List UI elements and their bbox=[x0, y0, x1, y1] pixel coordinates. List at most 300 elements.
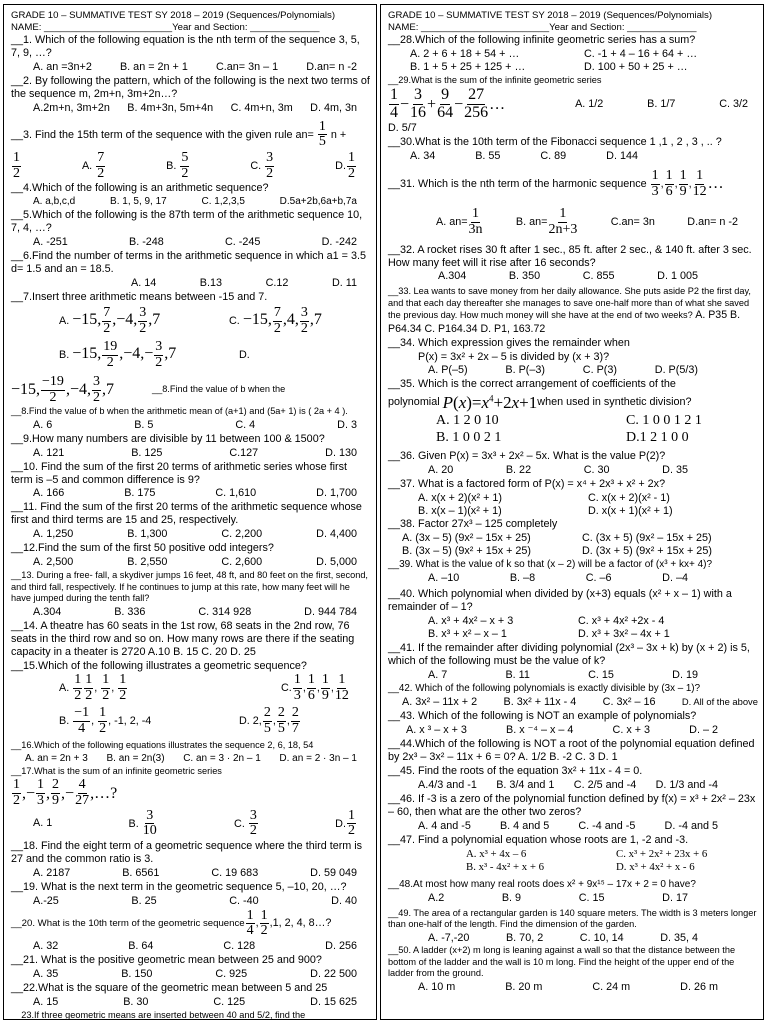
question-14-options: A.10 B. 15 C. 20 D. 25 bbox=[147, 645, 256, 658]
question-47: __47. Find a polynomial equation whose roots are 1, -2 and -3. bbox=[388, 833, 689, 846]
question-43: __43. Which of the following is NOT an example of polynomials? bbox=[388, 710, 697, 723]
option-b: B. 1 0 0 2 1 bbox=[436, 429, 502, 445]
option-b: B. 4 and 5 bbox=[499, 819, 550, 832]
option-d: D.an= n -2 bbox=[306, 60, 357, 73]
option-a: A.304 bbox=[438, 270, 467, 283]
question-39: __39. What is the value of k so that (x – 2) will be a factor of (x³ + kx+ 4)? bbox=[388, 559, 713, 571]
question-16-options bbox=[11, 753, 371, 765]
option-c: C. $\frac{1}{3}$ , $\frac{1}{6}$ , $\frac{1}{9}$ , $\frac{1}{12}$ bbox=[281, 672, 349, 704]
question-29: __29.What is the sum of the infinite geometric series bbox=[388, 74, 602, 85]
option-c: C. x + 3 bbox=[612, 724, 651, 737]
question-34-expr: P(x) = 3x² + 2x – 5 is divided by (x + 3)? bbox=[418, 350, 610, 363]
option-a: A. 166 bbox=[33, 487, 65, 500]
option-d: D. 256 bbox=[325, 940, 357, 953]
option-a: A.2 bbox=[428, 891, 445, 904]
question-28: __28.Which of the following infinite geometric series has a sum? bbox=[388, 34, 696, 46]
option-b: B. x³ + x² – x – 1 bbox=[428, 628, 507, 641]
option-b: B. x³ - 4x² + x + 6 bbox=[466, 860, 545, 873]
frac-a: $\frac{1}{4}$ bbox=[390, 86, 398, 122]
question-3-tail: n + bbox=[330, 128, 347, 141]
question-11-options bbox=[11, 528, 371, 541]
question-20: __20. What is the 10th term of the geometric sequence $\frac{1}{4}$ , $\frac{1}{2}$ ,1 , 2, 4, 8…? bbox=[11, 907, 332, 939]
option-b: B. 150 bbox=[121, 968, 153, 981]
option-a: A. 1 bbox=[33, 817, 53, 830]
option-c: C. 19 683 bbox=[211, 866, 259, 879]
option-b: B. $\frac{-1}{4}$ , $\frac{1}{2}$ , -1, 2, -4 bbox=[59, 704, 152, 736]
option-d: D. (3x + 5) (9x² + 15x + 25) bbox=[582, 545, 712, 558]
option-d: D.an= n -2 bbox=[687, 215, 738, 228]
question-5: __5.Which of the following is the 87th term of the arithmetic sequence 10, 7, 4, …? bbox=[11, 209, 363, 235]
option-a: A. 6 bbox=[33, 418, 53, 431]
option-c: C. –6 bbox=[585, 572, 612, 585]
question-44-text: __44.Which of the following is NOT a root of the polynomial equation defined by 2x³ – 3x² – 11x + 6 = 0? bbox=[388, 738, 755, 763]
question-21: __21. What is the positive geometric mean between 25 and 900? bbox=[11, 954, 322, 967]
question-29-series: $\frac{1}{4}$ − $\frac{3}{16}$ + $\frac{9}{64}$ − $\frac{27}{256}$ … A. 1/2 B. 1/7 C. 3/2 bbox=[388, 87, 758, 122]
option-c: C. P(3) bbox=[582, 363, 617, 376]
option-a: A. 20 bbox=[428, 463, 454, 476]
option-d: D. bbox=[239, 349, 250, 362]
option-b: B. 336 bbox=[114, 605, 146, 618]
frac-b: $\frac{1}{6}$ bbox=[665, 167, 673, 199]
option-c: C.12 bbox=[265, 277, 289, 290]
question-46-options bbox=[388, 820, 758, 833]
option-c: C. 2/5 and -4 bbox=[573, 778, 637, 791]
question-33-text: __33. Lea wants to save money from her daily allowance. She puts aside P2 the first day, and that each day thereafter she manages to save one-half more than of what she saved the previous day. How much money will she have at the end of two weeks? bbox=[388, 286, 751, 321]
option-a: A. 2187 bbox=[33, 866, 71, 879]
question-6-options bbox=[11, 277, 371, 290]
question-13-options bbox=[11, 606, 371, 619]
option-a: A. 4 and -5 bbox=[418, 819, 471, 832]
option-a: A. an= $\frac{1}{3n}$ bbox=[436, 206, 483, 237]
question-35: __35. Which is the correct arrangement of coefficients of the bbox=[388, 377, 676, 390]
option-d: D. 944 784 bbox=[304, 605, 357, 618]
option-b: B. (3x – 5) (9x² + 15x + 25) bbox=[402, 545, 532, 558]
option-b: B. 9 bbox=[501, 891, 522, 904]
question-3-text: __3. Find the 15th term of the sequence with the given rule an= bbox=[11, 128, 314, 141]
frac-c: $\frac{2}{9}$ bbox=[52, 777, 60, 808]
question-41-options bbox=[388, 669, 758, 682]
option-a: A. 15 bbox=[33, 995, 59, 1008]
option-c: C. -40 bbox=[229, 894, 259, 907]
option-a: A. $\frac{7}{2}$ bbox=[81, 150, 105, 181]
option-d: D. 5,000 bbox=[316, 556, 357, 569]
question-8-options bbox=[11, 419, 371, 432]
question-6 bbox=[11, 250, 371, 276]
option-d: D. x³ + 3x² – 4x + 1 bbox=[578, 628, 670, 641]
option-c: C. -4 and -5 bbox=[578, 819, 636, 832]
question-6-text: __6.Find the number of terms in the arithmetic sequence in which a1 = 3.5 d= 1.5 and an = 18.5. bbox=[11, 250, 366, 276]
option-d: D. 1,700 bbox=[316, 487, 357, 500]
question-30-options bbox=[388, 150, 758, 163]
question-32: __32. A rocket rises 30 ft after 1 sec., 85 ft. after 2 sec., & 140 ft. after 3 sec. How many feet will it rise after 16 seconds? bbox=[388, 243, 752, 269]
option-d: D. 35 bbox=[662, 463, 688, 476]
question-50-options bbox=[388, 981, 758, 994]
question-15-options-row2 bbox=[11, 706, 371, 736]
question-50: __50. A ladder (x+2) m long is leaning against a wall so that the distance between the bottom of the ladder and the wall is 10 m long. Find the height of the upper end of the ladder from the ground. bbox=[388, 945, 736, 979]
option-b: B. 70, 2 bbox=[505, 931, 544, 944]
option-b: B. –8 bbox=[509, 572, 536, 585]
option-b: B. −15, $\frac{19}{2}$ ,−4,− $\frac{3}{2}$ ,7 bbox=[59, 339, 177, 371]
option-a: A. 2,500 bbox=[33, 556, 74, 569]
option-d: D.1 2 1 0 0 bbox=[626, 429, 689, 445]
test-title: GRADE 10 – SUMMATIVE TEST SY 2018 – 2019 (Sequences/Polynomials) bbox=[388, 10, 713, 21]
question-19: __19. What is the next term in the geometric sequence 5, –10, 20, …? bbox=[11, 880, 347, 893]
test-header-right bbox=[388, 10, 758, 33]
option-b: B. 20 m bbox=[505, 980, 543, 993]
option-d: D. All of the above bbox=[681, 696, 758, 708]
question-11: __11. Find the sum of the first 20 terms of the arithmetic sequence whose first and third terms are 15 and 25, respectively. bbox=[11, 501, 362, 527]
question-9: __9.How many numbers are divisible by 11 between 100 & 1500? bbox=[11, 432, 325, 445]
option-d: D. 59 049 bbox=[310, 866, 357, 879]
frac-b: $\frac{3}{16}$ bbox=[410, 86, 427, 122]
option-b: B. P(–3) bbox=[505, 363, 545, 376]
question-1-options bbox=[11, 61, 371, 74]
frac-d: $\frac{27}{256}$ bbox=[464, 86, 489, 122]
option-c: C. 1 0 0 1 2 1 bbox=[626, 413, 702, 429]
option-c: C. (3x + 5) (9x² – 15x + 25) bbox=[582, 532, 712, 545]
option-d: D. –4 bbox=[662, 572, 688, 585]
option-a: A. -251 bbox=[33, 236, 68, 249]
question-7: __7.Insert three arithmetic means between -15 and 7. bbox=[11, 291, 268, 304]
option-d: D. 1/3 and -4 bbox=[655, 778, 718, 791]
option-c: C. 15 bbox=[588, 668, 614, 681]
question-9-options bbox=[11, 447, 371, 460]
option-b: B. 1 + 5 + 25 + 125 + … bbox=[410, 60, 526, 73]
option-a: A.4/3 and -1 bbox=[418, 778, 477, 791]
option-a: A. −15, $\frac{7}{2}$ ,−4, $\frac{3}{2}$ ,7 bbox=[59, 305, 161, 336]
option-d: D. 35, 4 bbox=[660, 931, 698, 944]
option-b: B. 5 bbox=[134, 418, 154, 431]
option-a: A. x³ + 4x – 6 bbox=[466, 847, 527, 860]
option-c: C. 89 bbox=[540, 149, 567, 162]
question-18: __18. Find the eight term of a geometric sequence where the third term is 27 and the common ratio is 3. bbox=[11, 839, 363, 865]
option-d: D. P(5/3) bbox=[654, 363, 698, 376]
option-a: A. P(–5) bbox=[428, 363, 468, 376]
question-4-options bbox=[11, 196, 371, 208]
question-4: __4.Which of the following is an arithmetic sequence? bbox=[11, 182, 269, 195]
question-3 bbox=[11, 120, 371, 150]
option-a: A. 3x² – 11x + 2 bbox=[402, 696, 478, 709]
right-column bbox=[380, 4, 764, 1020]
question-46: __46. If -3 is a zero of the polynomial function defined by f(x) = x³ + 2x² – 23x – 60, then what are the other two zeros? bbox=[388, 792, 756, 818]
question-16: __16.Which of the following equations illustrates the sequence 2, 6, 18, 54 bbox=[11, 740, 314, 751]
question-18-options bbox=[11, 867, 371, 880]
frac-d: $\frac{1}{12}$ bbox=[692, 167, 707, 199]
question-34-options bbox=[388, 364, 758, 377]
name-line: NAME: ________________________Year and Section: _____________ bbox=[388, 21, 697, 33]
option-a: A. 2 + 6 + 18 + 54 + … bbox=[410, 47, 520, 60]
option-b: B. an= $\frac{1}{2n+3}$ bbox=[515, 206, 578, 237]
option-b: B. 3x² + 11x - 4 bbox=[503, 696, 577, 709]
question-8: __8.Find the value of b when the arithmetic mean of (a+1) and (5a+ 1) is ( 2a + 4 ). bbox=[11, 406, 348, 417]
option-d: D. 4m, 3n bbox=[310, 101, 357, 114]
option-b: B. 1, 5, 9, 17 bbox=[110, 196, 167, 208]
option-b: B. $\frac{3}{10}$ bbox=[128, 807, 157, 839]
question-14-text: __14. A theatre has 60 seats in the 1st row, 68 seats in the 2nd row, 76 seats in the third row and so on. How many rows are there if the seating capacity in a theater is 2720 bbox=[11, 619, 355, 658]
option-a: A. 35 bbox=[33, 968, 59, 981]
question-17-options bbox=[11, 809, 371, 839]
option-a: A. 121 bbox=[33, 446, 65, 459]
question-10: __10. Find the sum of the first 20 terms of arithmetic series whose first term is –5 and common difference is 9? bbox=[11, 460, 348, 486]
question-38-options bbox=[388, 532, 758, 558]
question-44-options: A. 1/2 B. -2 C. 3 D. 1 bbox=[518, 750, 618, 763]
option-c: C. 3/2 bbox=[719, 98, 748, 111]
frac-a: $\frac{1}{2}$ bbox=[13, 777, 20, 808]
question-35-post: when used in synthetic division? bbox=[537, 396, 692, 409]
question-12-options bbox=[11, 556, 371, 569]
option-d: D. an = 2 · 3n – 1 bbox=[279, 752, 357, 764]
option-c: C. $\frac{3}{2}$ bbox=[234, 807, 257, 839]
question-36: __36. Given P(x) = 3x³ + 2x² – 5x. What is the value P(2)? bbox=[388, 449, 666, 462]
option-b: B. x(x – 1)(x² + 1) bbox=[418, 504, 502, 517]
option-a: A.2m+n, 3m+2n bbox=[33, 101, 110, 114]
question-36-options bbox=[388, 464, 758, 477]
question-47-options bbox=[388, 848, 758, 874]
option-d: D. $\frac{1}{2}$ bbox=[335, 150, 355, 181]
question-15-options-row1 bbox=[11, 673, 371, 703]
option-c: C. 15 bbox=[578, 891, 605, 904]
option-c: C. 925 bbox=[215, 968, 248, 981]
question-7-option-d-value: −15, $\frac{-19}{2}$ ,−4, $\frac{3}{2}$ ,7 __8.Find the value of b when the bbox=[11, 373, 286, 405]
frac-c: $\frac{9}{64}$ bbox=[437, 86, 454, 122]
option-a: A.-25 bbox=[33, 894, 59, 907]
question-20-options bbox=[11, 940, 371, 953]
option-c: C. 4m+n, 3m bbox=[230, 101, 293, 114]
question-22-options bbox=[11, 996, 371, 1009]
test-header bbox=[11, 10, 371, 33]
option-a: A. 34 bbox=[410, 149, 436, 162]
option-c: C. 1,2,3,5 bbox=[201, 196, 245, 208]
option-a: A. an =3n+2 bbox=[33, 60, 92, 73]
question-31: __31. Which is the nth term of the harmonic sequence $\frac{1}{3}$ , $\frac{1}{6}$ , $\frac{1}{9}$ , $\frac{1}{12}$ … bbox=[388, 167, 724, 199]
option-d: D. 15 625 bbox=[310, 995, 357, 1008]
option-d: D. x(x + 1)(x² + 1) bbox=[588, 504, 673, 517]
option-c: C. 3x² – 16 bbox=[602, 696, 656, 709]
question-10-options bbox=[11, 487, 371, 500]
option-a: A. x³ + 4x² – x + 3 bbox=[428, 615, 514, 628]
question-28-options bbox=[388, 48, 758, 74]
option-c: C. 24 m bbox=[592, 980, 631, 993]
question-48: __48.At most how many real roots does x² + 9x¹⁵ – 17x + 2 = 0 have? bbox=[388, 878, 696, 890]
option-c: C.127 bbox=[229, 446, 259, 459]
left-column bbox=[3, 4, 377, 1020]
option-c: C. 2,600 bbox=[221, 556, 263, 569]
question-7-options-row2 bbox=[11, 340, 371, 370]
option-a: A. 1 2 0 10 bbox=[436, 413, 499, 429]
frac-a: $\frac{1}{4}$ bbox=[246, 907, 254, 939]
option-b: B. 2,550 bbox=[127, 556, 168, 569]
option-b: B. 64 bbox=[128, 940, 154, 953]
option-a: A. –10 bbox=[428, 572, 460, 585]
option-b: B. 25 bbox=[131, 894, 157, 907]
option-a: A. x ³ – x + 3 bbox=[406, 724, 467, 737]
question-17-series: $\frac{1}{2}$ ,− $\frac{1}{3}$ , $\frac{2}{9}$ ,− $\frac{4}{27}$ ,…? bbox=[13, 777, 118, 808]
question-14 bbox=[11, 620, 371, 659]
option-a: A. 1/2 bbox=[575, 98, 604, 111]
option-d: D. – 2 bbox=[689, 724, 718, 737]
option-d: D. 130 bbox=[325, 446, 357, 459]
question-34: __34. Which expression gives the remainder when bbox=[388, 336, 630, 349]
question-8-start: __8.Find the value of b when the bbox=[151, 384, 286, 395]
option-b: B. -248 bbox=[129, 236, 164, 249]
question-48-options bbox=[388, 892, 758, 905]
option-d: D. 4,400 bbox=[316, 528, 357, 541]
question-5-options bbox=[11, 236, 371, 249]
option-d: D. 1 005 bbox=[657, 270, 698, 283]
question-29-options bbox=[505, 98, 758, 111]
option-b: B. $\frac{5}{2}$ bbox=[166, 150, 189, 181]
option-a: A. 10 m bbox=[418, 980, 456, 993]
question-21-options bbox=[11, 968, 371, 981]
option-d: D. 100 + 50 + 25 + … bbox=[584, 60, 688, 73]
question-45-options bbox=[388, 779, 758, 792]
question-20-text: __20. What is the 10th term of the geometric sequence bbox=[11, 918, 245, 930]
test-title: GRADE 10 – SUMMATIVE TEST SY 2018 – 2019 (Sequences/Polynomials) bbox=[11, 10, 336, 21]
option-c: C. −15, $\frac{7}{2}$ ,4, $\frac{3}{2}$ ,7 bbox=[229, 305, 322, 336]
option-b: B. an = 2n + 1 bbox=[119, 60, 188, 73]
question-32-options bbox=[388, 270, 758, 283]
fraction-one-fifth: $\frac{1}{5}$ bbox=[318, 118, 326, 150]
question-44 bbox=[388, 738, 758, 764]
option-a: A. 1,250 bbox=[33, 528, 74, 541]
question-35-polynomial bbox=[388, 393, 758, 413]
question-42: __42. Which of the following polynomials is exactly divisible by (3x – 1)? bbox=[388, 682, 701, 694]
option-d: D. 11 bbox=[331, 277, 357, 290]
option-d: D. 2, $\frac{2}{5}$ , $\frac{2}{5}$ , $\frac{2}{7}$ bbox=[239, 704, 299, 736]
question-41: __41. If the remainder after dividing polynomial (2x³ – 3x + k) by (x + 2) is 5, which of the following must be the value of k? bbox=[388, 642, 750, 668]
question-1: __1. Which of the following equation is the nth term of the sequence 3, 5, 7, 9, …? bbox=[11, 34, 360, 59]
option-c: C. x³ + 2x² + 23x + 6 bbox=[616, 847, 708, 860]
question-40: __40. Which polynomial when divided by (x+3) equals (x² + x – 1) with a remainder of – 1? bbox=[388, 588, 732, 614]
question-39-options bbox=[388, 572, 758, 585]
option-a: A. 32 bbox=[33, 940, 59, 953]
option-d: D. 17 bbox=[662, 891, 688, 904]
option-c: C. an = 3 · 2n – 1 bbox=[183, 752, 261, 764]
option-c: C. x³ + 4x² +2x - 4 bbox=[578, 615, 665, 628]
option-c: C. 2,200 bbox=[221, 528, 263, 541]
question-15: __15.Which of the following illustrates a geometric sequence? bbox=[11, 659, 307, 672]
option-a: A. 7 bbox=[428, 668, 448, 681]
option-b: B. an = 2n(3) bbox=[106, 752, 165, 764]
option-a: A. (3x – 5) (9x² – 15x + 25) bbox=[402, 532, 531, 545]
option-c: C. 1,610 bbox=[215, 487, 257, 500]
frac-b: $\frac{1}{3}$ bbox=[37, 777, 45, 808]
option-a: A. $\frac{1}{2}$ $\frac{1}{2}$ , $\frac{1}{2}$ , $\frac{1}{2}$ bbox=[59, 672, 127, 704]
option-c: C. -245 bbox=[225, 236, 261, 249]
question-37: __37. What is a factored form of P(x) = x⁴ + 2x³ + x² + 2x? bbox=[388, 477, 666, 490]
question-45: __45. Find the roots of the equation 3x² + 11x - 4 = 0. bbox=[388, 764, 643, 777]
option-d: D. 26 m bbox=[680, 980, 718, 993]
option-b: B. 1/7 bbox=[647, 98, 676, 111]
fraction-one-half: $\frac{1}{2}$ bbox=[13, 150, 20, 181]
question-23: __23.If three geometric means are inserted between 40 and 5/2, find the bbox=[11, 1009, 306, 1020]
question-33-options: A. P35 B. P64.34 C. P164.34 D. P1, 163.72 bbox=[388, 309, 741, 335]
option-c: C. 10, 14 bbox=[579, 931, 624, 944]
question-38: __38. Factor 27x³ – 125 completely bbox=[388, 518, 558, 531]
option-d: D. 144 bbox=[606, 149, 638, 162]
option-b: B. 175 bbox=[124, 487, 156, 500]
question-3-options bbox=[11, 151, 371, 181]
option-c: C. 4 bbox=[235, 418, 256, 431]
option-b: B. 30 bbox=[123, 995, 149, 1008]
option-b: B. 11 bbox=[505, 668, 530, 681]
frac-a: $\frac{1}{3}$ bbox=[651, 167, 659, 199]
option-b: B. 350 bbox=[508, 270, 541, 283]
option-b: B. 22 bbox=[505, 463, 532, 476]
question-35-pre: polynomial bbox=[388, 396, 440, 409]
question-13: __13. During a free- fall, a skydiver jumps 16 feet, 48 ft, and 80 feet on the first, second, and third fall, respectively. If he continues to jump at this rate, how many feet will he have jumped during the tenth fall? bbox=[11, 570, 368, 604]
option-c: C.an= 3n – 1 bbox=[215, 60, 279, 73]
option-d: D. 3 bbox=[337, 418, 357, 431]
option-d: D. 40 bbox=[331, 894, 357, 907]
option-a: A. 14 bbox=[131, 277, 157, 290]
frac-c: $\frac{1}{9}$ bbox=[679, 167, 687, 199]
option-d: D. x³ + 4x² + x - 6 bbox=[616, 860, 695, 873]
question-31-options bbox=[388, 207, 758, 237]
option-c: C. 314 928 bbox=[198, 605, 252, 618]
option-a: A. -7,-20 bbox=[428, 931, 470, 944]
option-d: D. -4 and 5 bbox=[664, 819, 718, 832]
question-31-text: __31. Which is the nth term of the harmonic sequence bbox=[388, 177, 647, 190]
option-c: C. x(x + 2)(x² - 1) bbox=[588, 491, 670, 504]
question-19-options bbox=[11, 895, 371, 908]
option-d: D. 22 500 bbox=[310, 968, 357, 981]
question-35-options bbox=[388, 413, 758, 447]
question-49: __49. The area of a rectangular garden is 140 square meters. The width is 3 meters longer than one-half of the length. Find the dimension of the garden. bbox=[388, 907, 757, 930]
question-7-options-row1 bbox=[11, 306, 371, 336]
option-b: B. 4m+3n, 5m+4n bbox=[127, 101, 214, 114]
question-30: __30.What is the 10th term of the Fibonacci sequence 1 ,1 , 2 , 3 , .. ? bbox=[388, 135, 722, 148]
option-c: C. 128 bbox=[223, 940, 256, 953]
question-43-options bbox=[388, 724, 758, 737]
option-b: B. 3/4 and 1 bbox=[496, 778, 555, 791]
option-c: C. $\frac{3}{2}$ bbox=[250, 150, 274, 181]
question-40-options bbox=[388, 615, 758, 641]
question-22: __22.What is the square of the geometric mean between 5 and 25 bbox=[11, 981, 328, 994]
option-a: A. an = 2n + 3 bbox=[25, 752, 88, 764]
question-33 bbox=[388, 286, 758, 335]
option-c: C. -1 + 4 – 16 + 64 + … bbox=[584, 47, 698, 60]
option-b: B. 6561 bbox=[122, 866, 160, 879]
option-d: D.5a+2b,6a+b,7a bbox=[279, 196, 357, 208]
option-d: D. $\frac{1}{2}$ bbox=[335, 807, 355, 839]
option-b: B. 125 bbox=[131, 446, 163, 459]
polynomial-expression: $P(x)=x^4+2x+1$ bbox=[442, 392, 538, 412]
question-2-options bbox=[11, 102, 371, 115]
option-c: C.an= 3n bbox=[610, 215, 655, 228]
option-a: A. a,b,c,d bbox=[33, 196, 76, 208]
question-42-options bbox=[388, 696, 758, 709]
frac-d: $\frac{4}{27}$ bbox=[75, 777, 90, 808]
option-d: D. 5/7 bbox=[388, 121, 417, 134]
option-c: C. 30 bbox=[583, 463, 610, 476]
option-c: C. 855 bbox=[582, 270, 615, 283]
question-49-options bbox=[388, 932, 758, 945]
option-a: A.304 bbox=[33, 605, 62, 618]
question-17: __17.What is the sum of an infinite geometric series bbox=[11, 765, 222, 776]
option-b: B. x ⁻⁴ – x – 4 bbox=[506, 724, 574, 737]
option-b: B. 1,300 bbox=[127, 528, 168, 541]
option-d: D. 19 bbox=[672, 668, 698, 681]
option-b: B.13 bbox=[199, 277, 223, 290]
option-b: B. 55 bbox=[475, 149, 501, 162]
question-20-tail: , 2, 4, 8…? bbox=[278, 917, 332, 930]
frac-b: $\frac{1}{2}$ bbox=[260, 907, 268, 939]
option-d: D. -242 bbox=[321, 236, 357, 249]
question-2: __2. By following the pattern, which of the following is the next two terms of the sequence m, 2m+n, 3m+2n…? bbox=[11, 74, 370, 100]
question-37-options bbox=[388, 492, 758, 518]
question-12: __12.Find the sum of the first 50 positive odd integers? bbox=[11, 542, 274, 555]
